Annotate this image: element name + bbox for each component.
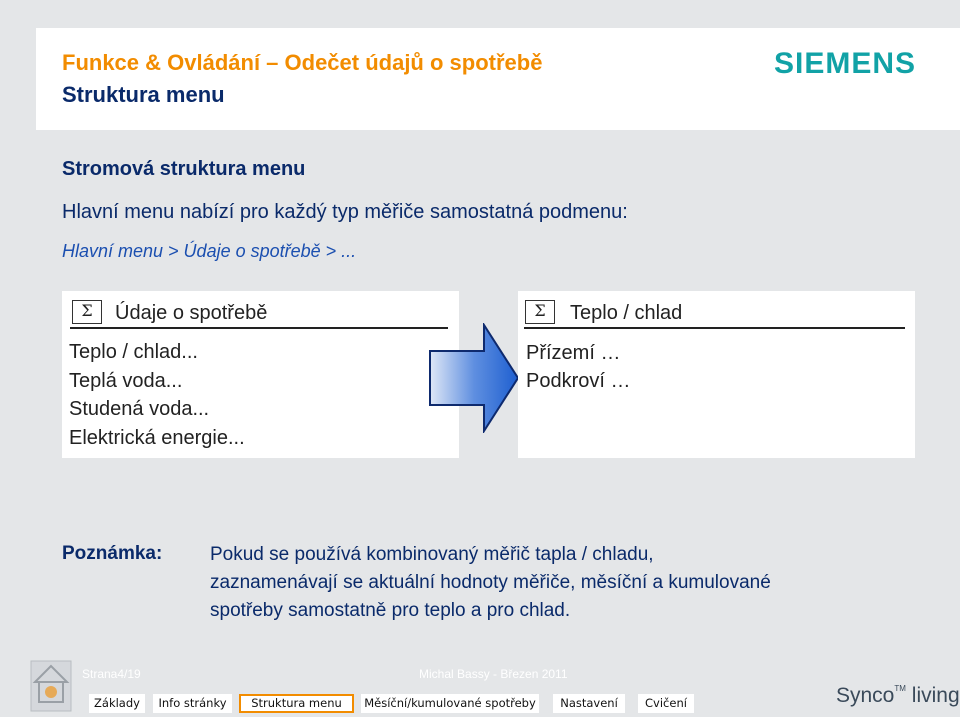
siemens-logo: SIEMENS [773,47,916,80]
note-line: zaznamenávají se aktuální hodnoty měřiče, měsíční a kumulované [210,572,771,593]
author-date: Michal Bassy - Březen 2011 [419,667,568,681]
brand-name: Synco [836,684,895,707]
heating-cooling-panel [518,291,915,458]
note-line: Pokud se používá kombinovaný měřič tapla / chladu, [210,544,654,565]
menu-item-cold-water[interactable]: Studená voda... [69,398,210,420]
nav-monthly-cumulative[interactable]: Měsíční/kumulované spotřeby [361,694,539,713]
nav-basics[interactable]: Základy [89,694,145,713]
slide-header [36,28,960,130]
consumption-menu-panel [62,291,459,458]
nav-exercises[interactable]: Cvičení [638,694,694,713]
brand-suffix: living [911,684,960,707]
note-label: Poznámka: [62,543,163,564]
arrow-right-icon [428,323,520,433]
panel-title: Údaje o spotřebě [115,302,268,324]
sigma-icon: Σ [72,300,102,324]
synco-living-logo [836,684,960,708]
section-heading: Stromová struktura menu [62,158,306,180]
menu-item-attic[interactable]: Podkroví … [526,370,631,392]
page-number: Strana4/19 [82,667,141,681]
menu-path: Hlavní menu > Údaje o spotřebě > ... [62,241,357,261]
sigma-icon: Σ [525,300,555,324]
title-underline [70,327,448,329]
nav-settings[interactable]: Nastavení [553,694,625,713]
nav-menu-structure[interactable]: Struktura menu [239,694,354,713]
menu-item-hot-water[interactable]: Teplá voda... [69,370,183,392]
page-subtitle: Struktura menu [62,82,225,107]
panel-title: Teplo / chlad [570,302,683,324]
trademark-mark: TM [894,684,906,693]
menu-item-electricity[interactable]: Elektrická energie... [69,427,245,449]
menu-item-heating-cooling[interactable]: Teplo / chlad... [69,341,198,363]
title-underline [524,327,905,329]
menu-item-ground-floor[interactable]: Přízemí … [526,342,621,364]
note-line: spotřeby samostatně pro teplo a pro chlad. [210,600,571,621]
house-logo-icon [30,660,72,712]
intro-text: Hlavní menu nabízí pro každý typ měřiče samostatná podmenu: [62,201,628,223]
page-title: Funkce & Ovládání – Odečet údajů o spotřebě [62,50,543,75]
nav-info-pages[interactable]: Info stránky [153,694,232,713]
